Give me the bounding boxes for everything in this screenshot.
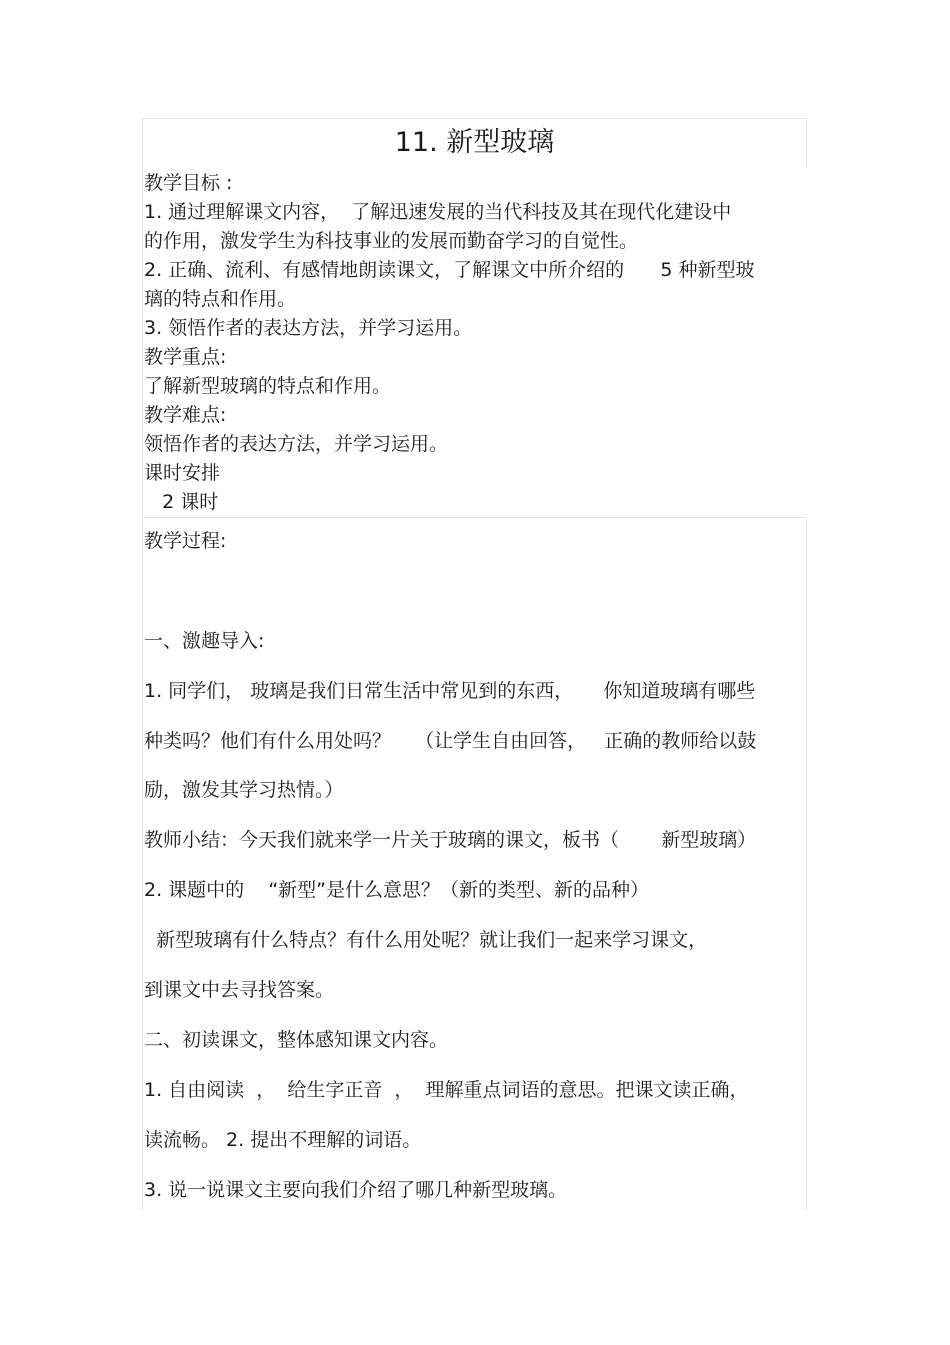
process-cell-border <box>142 517 807 1210</box>
process-line: 1. 自由阅读 ， 给生字正音 ， 理解重点词语的意思。把课文读正确， <box>144 1079 749 1101</box>
schedule-text: 2 课时 <box>144 491 219 513</box>
goal-2-line-1: 2. 正确、流利、有感情地朗读课文，了解课文中所介绍的 5 种新型玻 <box>144 259 755 281</box>
process-line: 3. 说一说课文主要向我们介绍了哪几种新型玻璃。 <box>144 1179 568 1201</box>
key-text: 了解新型玻璃的特点和作用。 <box>144 375 392 397</box>
process-line: 种类吗？他们有什么用处吗？ （让学生自由回答， 正确的教师给以鼓 <box>144 730 757 752</box>
process-line: 到课文中去寻找答案。 <box>144 979 335 1001</box>
process-line: 励，激发其学习热情。） <box>144 779 344 801</box>
process-line: 新型玻璃有什么特点？有什么用处呢？就让我们一起来学习课文， <box>144 929 708 951</box>
goal-1-line-1: 1. 通过理解课文内容， 了解迅速发展的当代科技及其在现代化建设中 <box>144 201 732 223</box>
goals-heading: 教学目标 : <box>144 172 233 194</box>
process-line: 教师小结：今天我们就来学一片关于玻璃的课文，板书（ 新型玻璃） <box>144 829 757 851</box>
goal-1-line-2: 的作用，激发学生为科技事业的发展而勤奋学习的自觉性。 <box>144 230 639 252</box>
page-title: 11. 新型玻璃 <box>394 127 555 158</box>
difficulty-text: 领悟作者的表达方法，并学习运用。 <box>144 433 449 455</box>
process-line: 一、激趣导入: <box>144 630 265 652</box>
process-line: 读流畅。 2. 提出不理解的词语。 <box>144 1129 422 1151</box>
process-line: 2. 课题中的 “新型”是什么意思？（新的类型、新的品种） <box>144 879 650 901</box>
goal-2-line-2: 璃的特点和作用。 <box>144 288 297 310</box>
schedule-heading: 课时安排 <box>144 462 221 484</box>
key-heading: 教学重点: <box>144 346 227 368</box>
process-heading: 教学过程: <box>144 530 227 552</box>
process-line: 1. 同学们， 玻璃是我们日常生活中常见到的东西， 你知道玻璃有哪些 <box>144 680 756 702</box>
goal-3: 3. 领悟作者的表达方法，并学习运用。 <box>144 317 473 339</box>
difficulty-heading: 教学难点: <box>144 404 227 426</box>
process-line: 二、初读课文，整体感知课文内容。 <box>144 1029 449 1051</box>
